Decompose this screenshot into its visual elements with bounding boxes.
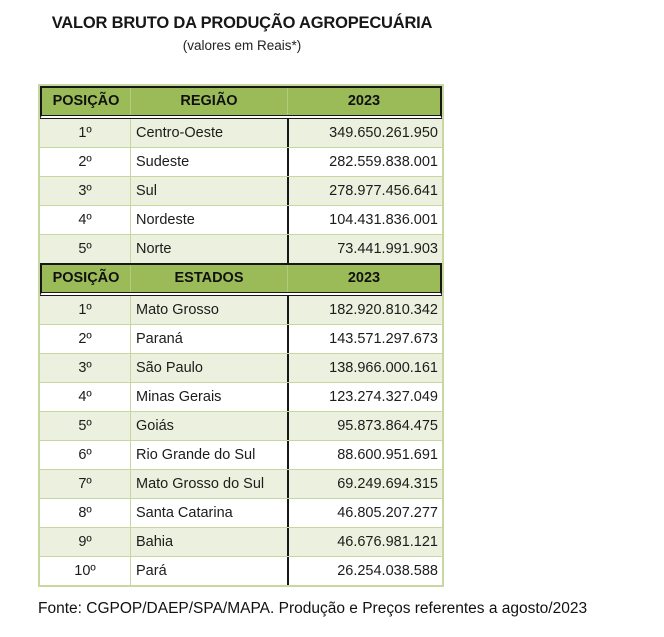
name-cell: Centro-Oeste bbox=[130, 119, 287, 147]
source-note: Fonte: CGPOP/DAEP/SPA/MAPA. Produção e Preços referentes a agosto/2023 bbox=[38, 600, 588, 617]
table-row bbox=[40, 119, 442, 147]
name-cell: Pará bbox=[130, 557, 287, 585]
value-cell: 46.805.207.277 bbox=[287, 499, 442, 527]
value-cell: 46.676.981.121 bbox=[287, 528, 442, 556]
name-cell: Sul bbox=[130, 177, 287, 205]
region-header-row bbox=[40, 86, 442, 119]
value-cell: 88.600.951.691 bbox=[287, 441, 442, 469]
value-cell: 26.254.038.588 bbox=[287, 557, 442, 585]
position-cell: 9º bbox=[78, 534, 92, 550]
position-cell: 10º bbox=[74, 563, 96, 579]
table-row bbox=[40, 324, 442, 353]
page-subtitle: (valores em Reais*) bbox=[182, 38, 302, 53]
table-row bbox=[40, 411, 442, 440]
position-cell: 3º bbox=[78, 360, 92, 376]
name-cell: Norte bbox=[130, 235, 287, 263]
position-cell: 6º bbox=[78, 447, 92, 463]
value-cell: 73.441.991.903 bbox=[287, 235, 442, 263]
header-posicao: POSIÇÃO bbox=[52, 93, 120, 109]
value-cell: 278.977.456.641 bbox=[287, 177, 442, 205]
table-row bbox=[40, 176, 442, 205]
position-cell: 7º bbox=[78, 476, 92, 492]
table-row bbox=[40, 147, 442, 176]
value-cell: 282.559.838.001 bbox=[287, 148, 442, 176]
table-row bbox=[40, 527, 442, 556]
name-cell: Santa Catarina bbox=[130, 499, 287, 527]
value-cell: 69.249.694.315 bbox=[287, 470, 442, 498]
table-row bbox=[40, 353, 442, 382]
table-row bbox=[40, 556, 442, 585]
table-row bbox=[40, 382, 442, 411]
table-row bbox=[40, 440, 442, 469]
value-cell: 138.966.000.161 bbox=[287, 354, 442, 382]
position-cell: 1º bbox=[78, 302, 92, 318]
value-cell: 182.920.810.342 bbox=[287, 296, 442, 324]
position-cell: 4º bbox=[78, 389, 92, 405]
name-cell: Bahia bbox=[130, 528, 287, 556]
value-cell: 349.650.261.950 bbox=[287, 119, 442, 147]
table-row bbox=[40, 296, 442, 324]
header-estados: ESTADOS bbox=[130, 265, 287, 292]
position-cell: 2º bbox=[78, 154, 92, 170]
table-row bbox=[40, 469, 442, 498]
value-cell: 104.431.836.001 bbox=[287, 206, 442, 234]
name-cell: Mato Grosso bbox=[130, 296, 287, 324]
position-cell: 8º bbox=[78, 505, 92, 521]
table-row bbox=[40, 205, 442, 234]
header-regiao: REGIÃO bbox=[130, 88, 287, 115]
position-cell: 3º bbox=[78, 183, 92, 199]
name-cell: São Paulo bbox=[130, 354, 287, 382]
value-cell: 123.274.327.049 bbox=[287, 383, 442, 411]
position-cell: 1º bbox=[78, 125, 92, 141]
name-cell: Sudeste bbox=[130, 148, 287, 176]
value-cell: 95.873.864.475 bbox=[287, 412, 442, 440]
region-table-body bbox=[40, 119, 442, 263]
position-cell: 5º bbox=[78, 241, 92, 257]
name-cell: Minas Gerais bbox=[130, 383, 287, 411]
name-cell: Mato Grosso do Sul bbox=[130, 470, 287, 498]
position-cell: 5º bbox=[78, 418, 92, 434]
position-cell: 2º bbox=[78, 331, 92, 347]
table-row bbox=[40, 498, 442, 527]
states-table-body bbox=[40, 296, 442, 585]
header-2023: 2023 bbox=[287, 88, 440, 115]
header-posicao: POSIÇÃO bbox=[52, 270, 120, 286]
page-title: VALOR BRUTO DA PRODUÇÃO AGROPECUÁRIA bbox=[51, 14, 433, 32]
states-header-row bbox=[40, 263, 442, 296]
header-2023: 2023 bbox=[287, 265, 440, 292]
ranking-table bbox=[38, 84, 444, 587]
name-cell: Paraná bbox=[130, 325, 287, 353]
position-cell: 4º bbox=[78, 212, 92, 228]
value-cell: 143.571.297.673 bbox=[287, 325, 442, 353]
name-cell: Rio Grande do Sul bbox=[130, 441, 287, 469]
name-cell: Nordeste bbox=[130, 206, 287, 234]
name-cell: Goiás bbox=[130, 412, 287, 440]
table-row bbox=[40, 234, 442, 263]
